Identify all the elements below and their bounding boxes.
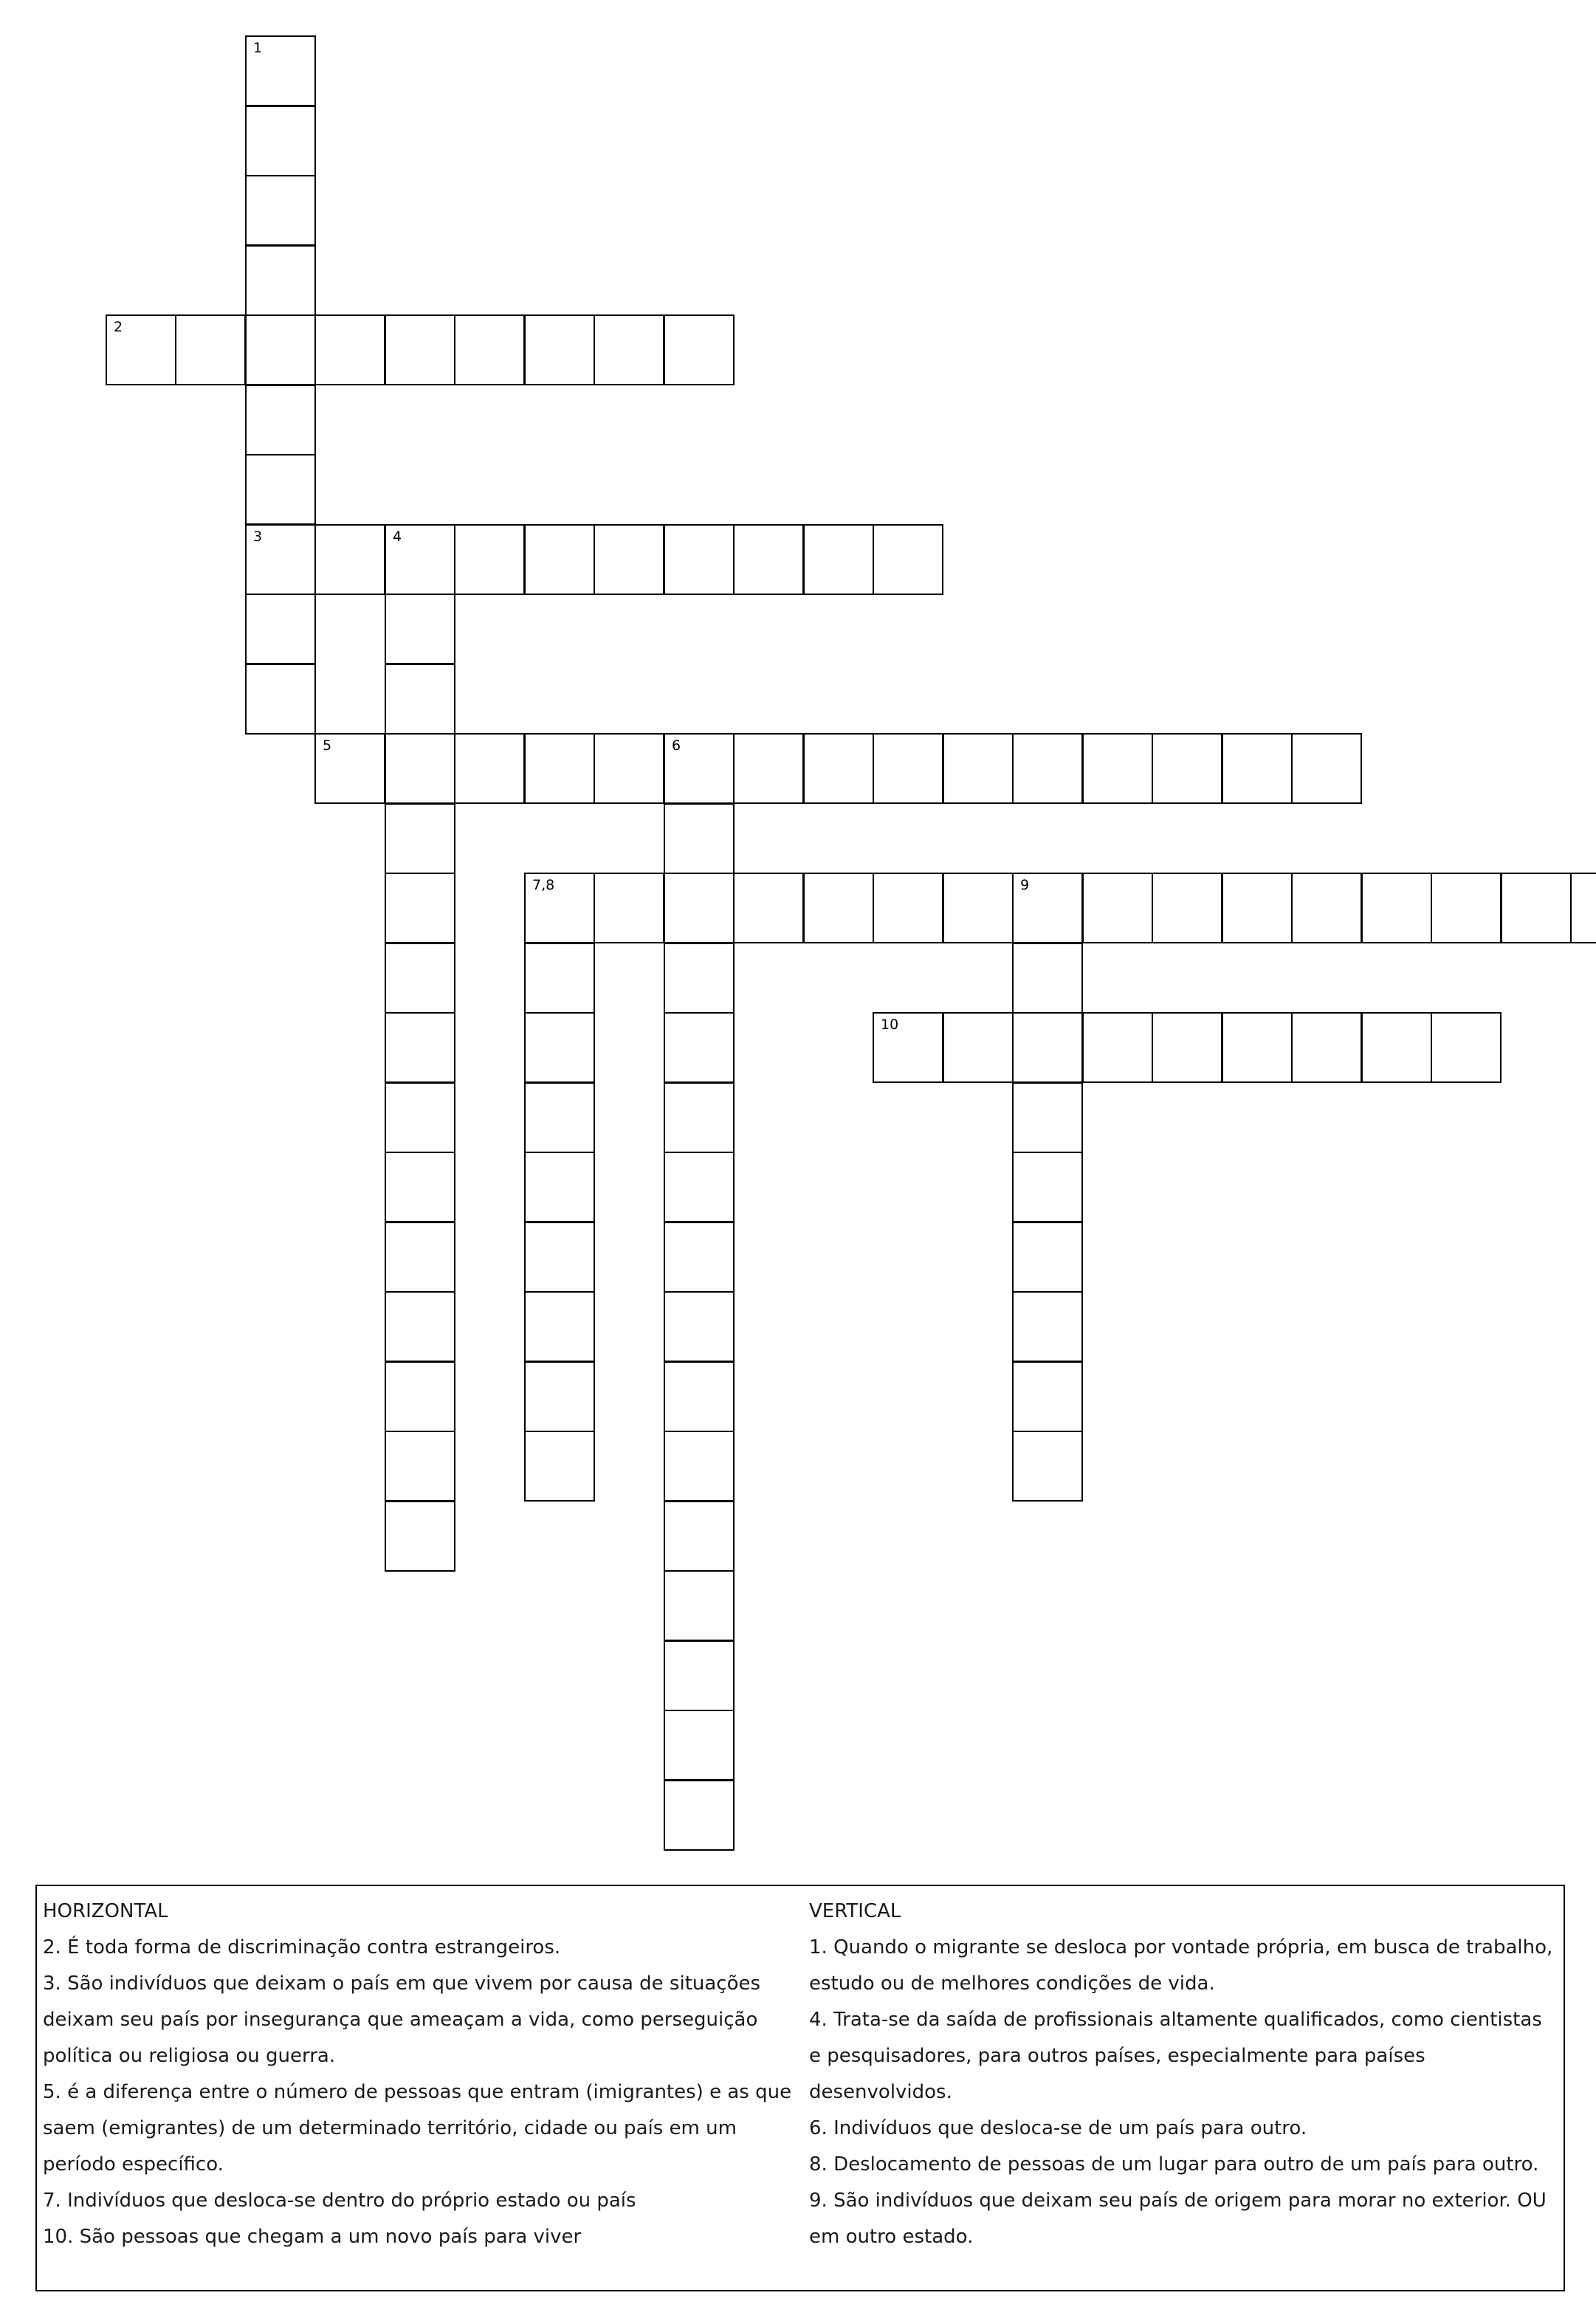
crossword-cell[interactable] [454, 524, 525, 595]
crossword-cell[interactable] [664, 1780, 735, 1851]
crossword-cell[interactable] [1222, 1012, 1293, 1083]
clue-number: 5 [323, 737, 332, 754]
crossword-cell[interactable] [1012, 943, 1083, 1014]
crossword-cell[interactable] [594, 873, 664, 943]
crossword-cell[interactable] [385, 1152, 455, 1222]
horizontal-clue-2: 2. É toda forma de discriminação contra estrangeiros. [43, 1936, 561, 1958]
crossword-cell[interactable] [943, 873, 1014, 943]
crossword-cell[interactable] [1012, 733, 1083, 804]
crossword-cell[interactable] [524, 314, 595, 385]
crossword-cell[interactable] [1082, 733, 1153, 804]
crossword-cell[interactable] [524, 1152, 595, 1222]
crossword-cell[interactable] [245, 106, 316, 176]
crossword-cell[interactable] [1012, 1012, 1083, 1083]
clue-number: 3 [253, 529, 263, 545]
crossword-cell[interactable] [873, 1012, 943, 1083]
crossword-cell[interactable] [1012, 1291, 1083, 1362]
crossword-cell[interactable] [664, 733, 735, 804]
crossword-cell[interactable] [1152, 733, 1222, 804]
crossword-cell[interactable] [1291, 733, 1362, 804]
crossword-cell[interactable] [385, 873, 455, 943]
crossword-cell[interactable] [733, 873, 804, 943]
vertical-clue-6: 6. Indivíduos que desloca-se de um país para outro. [809, 2117, 1307, 2139]
crossword-cell[interactable] [385, 1291, 455, 1362]
crossword-cell[interactable] [245, 175, 316, 246]
crossword-cell[interactable] [385, 314, 455, 385]
horizontal-clue-3: 3. São indivíduos que deixam o país em que vivem por causa de situações deixam seu país por insegurança que ameaçam a vida, como perseguição política ou religiosa ou guerra. [43, 1973, 761, 2067]
crossword-cell[interactable] [873, 524, 943, 595]
crossword-cell[interactable] [524, 1012, 595, 1083]
clue-number: 10 [881, 1017, 899, 1033]
crossword-cell[interactable] [1291, 873, 1362, 943]
crossword-cell[interactable] [1361, 873, 1432, 943]
crossword-cell[interactable] [664, 1012, 735, 1083]
crossword-cell[interactable] [943, 733, 1014, 804]
crossword-cell[interactable] [594, 314, 664, 385]
crossword-cell[interactable] [245, 664, 316, 735]
crossword-cell[interactable] [524, 1361, 595, 1432]
crossword-cell[interactable] [245, 594, 316, 664]
crossword-cell[interactable] [664, 1361, 735, 1432]
crossword-cell[interactable] [245, 524, 316, 595]
crossword-cell[interactable] [524, 524, 595, 595]
crossword-cell[interactable] [873, 733, 943, 804]
vertical-clue-4: 4. Trata-se da saída de profissionais altamente qualificados, como cientistas e pesquisadores, para outros países, especialmente para países desenvolvidos. [809, 2009, 1542, 2103]
crossword-cell[interactable] [524, 1082, 595, 1153]
crossword-cell[interactable] [1431, 1012, 1502, 1083]
crossword-cell[interactable] [385, 1431, 455, 1502]
crossword-cell[interactable] [664, 1501, 735, 1572]
crossword-cell[interactable] [1152, 873, 1222, 943]
clue-number: 4 [393, 529, 402, 545]
crossword-cell[interactable] [1012, 1082, 1083, 1153]
vertical-clue-9: 9. São indivíduos que deixam seu país de origem para morar no exterior. OU em outro estado. [809, 2190, 1547, 2248]
crossword-cell[interactable] [1361, 1012, 1432, 1083]
crossword-cell[interactable] [1012, 1222, 1083, 1293]
crossword-cell[interactable] [385, 943, 455, 1014]
crossword-cell[interactable] [1570, 873, 1596, 943]
crossword-cell[interactable] [1291, 1012, 1362, 1083]
clue-number: 9 [1020, 877, 1030, 893]
crossword-cell[interactable] [245, 454, 316, 525]
crossword-cell[interactable] [1082, 1012, 1153, 1083]
crossword-cell[interactable] [385, 803, 455, 874]
crossword-cell[interactable] [524, 1222, 595, 1293]
crossword-cell[interactable] [385, 1012, 455, 1083]
clue-number: 2 [114, 319, 123, 335]
crossword-cell[interactable] [385, 524, 455, 595]
crossword-cell[interactable] [385, 1361, 455, 1432]
crossword-cell[interactable] [664, 1082, 735, 1153]
horizontal-heading: HORIZONTAL [43, 1900, 168, 1922]
crossword-cell[interactable] [873, 873, 943, 943]
crossword-cell[interactable] [245, 314, 316, 385]
crossword-cell[interactable] [733, 733, 804, 804]
clues-box [35, 1885, 1565, 2291]
crossword-cell[interactable] [1222, 733, 1293, 804]
crossword-cell[interactable] [385, 664, 455, 735]
crossword-cell[interactable] [803, 873, 874, 943]
crossword-cell[interactable] [664, 1291, 735, 1362]
crossword-cell[interactable] [1012, 873, 1083, 943]
crossword-cell[interactable] [314, 733, 385, 804]
crossword-cell[interactable] [664, 1570, 735, 1641]
crossword-cell[interactable] [524, 1291, 595, 1362]
crossword-cell[interactable] [1082, 873, 1153, 943]
crossword-cell[interactable] [664, 803, 735, 874]
crossword-cell[interactable] [1222, 873, 1293, 943]
crossword-cell[interactable] [733, 524, 804, 595]
crossword-cell[interactable] [454, 314, 525, 385]
crossword-cell[interactable] [664, 1710, 735, 1781]
crossword-cell[interactable] [664, 1152, 735, 1222]
crossword-cell[interactable] [664, 873, 735, 943]
crossword-cell[interactable] [524, 733, 595, 804]
crossword-cell[interactable] [943, 1012, 1014, 1083]
crossword-cell[interactable] [1012, 1361, 1083, 1432]
crossword-cell[interactable] [314, 524, 385, 595]
crossword-cell[interactable] [1012, 1152, 1083, 1222]
crossword-cell[interactable] [664, 1222, 735, 1293]
crossword-cell[interactable] [385, 1082, 455, 1153]
crossword-cell[interactable] [1501, 873, 1572, 943]
crossword-cell[interactable] [385, 1222, 455, 1293]
horizontal-clue-7: 7. Indivíduos que desloca-se dentro do próprio estado ou país [43, 2190, 636, 2212]
clue-number: 6 [672, 737, 681, 754]
vertical-clue-1: 1. Quando o migrante se desloca por vontade própria, em busca de trabalho, estudo ou de melhores condições de vida. [809, 1936, 1553, 1995]
clue-number: 7,8 [532, 877, 555, 893]
horizontal-clue-10: 10. São pessoas que chegam a um novo país para viver [43, 2226, 582, 2248]
crossword-cell[interactable] [106, 314, 176, 385]
crossword-cell[interactable] [594, 733, 664, 804]
crossword-cell[interactable] [524, 943, 595, 1014]
vertical-clue-8: 8. Deslocamento de pessoas de um lugar para outro de um país para outro. [809, 2153, 1539, 2176]
crossword-cell[interactable] [245, 35, 316, 106]
crossword-cell[interactable] [175, 314, 246, 385]
crossword-cell[interactable] [664, 943, 735, 1014]
horizontal-clues [43, 1894, 803, 2255]
vertical-clues [809, 1894, 1555, 2255]
crossword-cell[interactable] [664, 1431, 735, 1502]
crossword-cell[interactable] [454, 733, 525, 804]
crossword-cell[interactable] [1431, 873, 1502, 943]
crossword-cell[interactable] [1152, 1012, 1222, 1083]
crossword-cell[interactable] [385, 1501, 455, 1572]
crossword-cell[interactable] [385, 594, 455, 664]
crossword-cell[interactable] [245, 245, 316, 316]
crossword-cell[interactable] [314, 314, 385, 385]
crossword-cell[interactable] [524, 873, 595, 943]
crossword-cell[interactable] [1012, 1431, 1083, 1502]
vertical-heading: VERTICAL [809, 1900, 901, 1922]
crossword-cell[interactable] [664, 1640, 735, 1711]
horizontal-clue-5: 5. é a diferença entre o número de pessoas que entram (imigrantes) e as que saem (emigrantes) de um determinado território, cidade ou país em um período específico. [43, 2081, 792, 2176]
crossword-cell[interactable] [524, 1431, 595, 1502]
crossword-cell[interactable] [594, 524, 664, 595]
crossword-cell[interactable] [385, 733, 455, 804]
crossword-cell[interactable] [664, 314, 735, 385]
crossword-cell[interactable] [803, 733, 874, 804]
crossword-cell[interactable] [803, 524, 874, 595]
crossword-cell[interactable] [664, 524, 735, 595]
clue-number: 1 [253, 40, 263, 56]
crossword-cell[interactable] [245, 385, 316, 455]
